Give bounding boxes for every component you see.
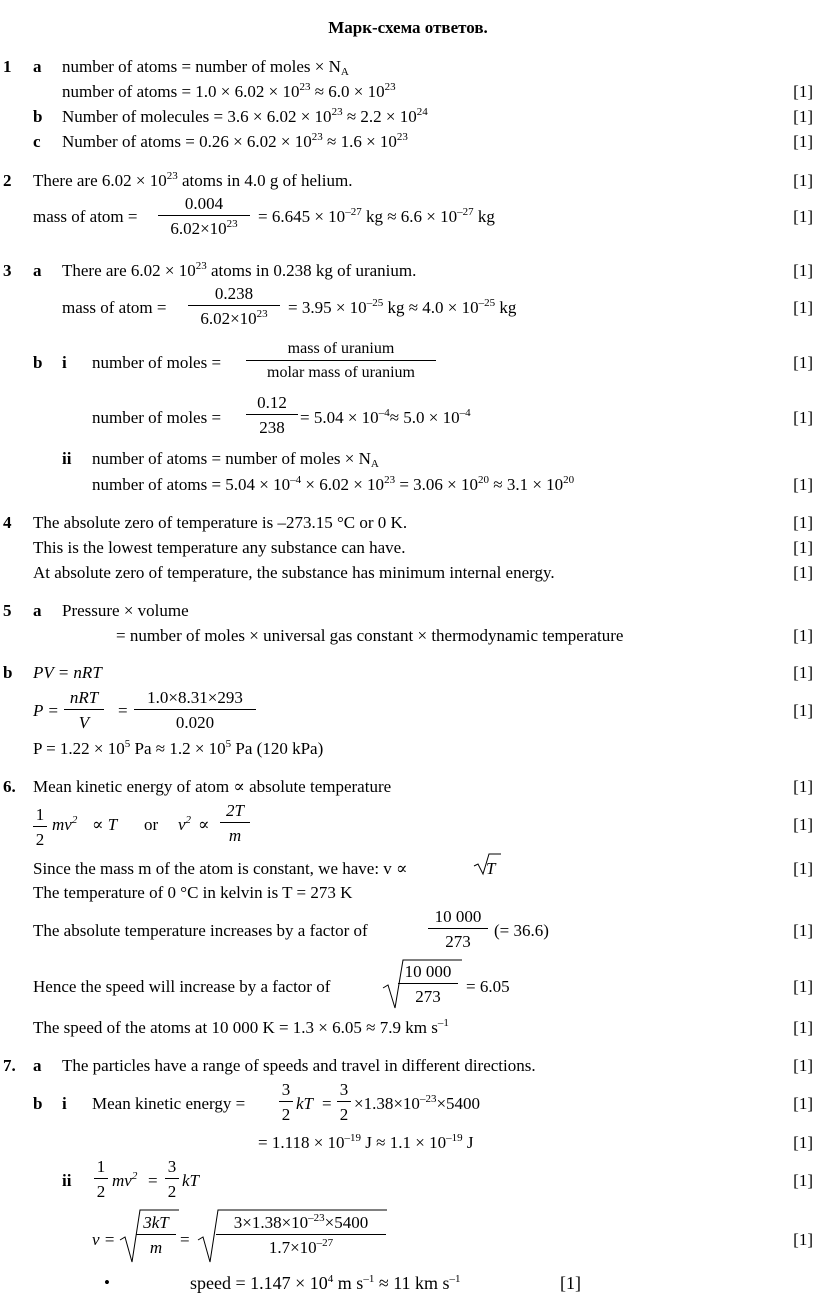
mark: [1] [793, 626, 813, 645]
part-label: b [3, 663, 13, 682]
mark: [1] [793, 1094, 813, 1113]
q1a-line2: number of atoms = $1.0 \times 6.02 \times 10^{23} \approx 6.0 \times 10^{23}$ [62, 81, 396, 101]
mark: [1] [560, 1273, 581, 1293]
q1c-line: Number of atoms = $0.26 \times 6.02 \times 10^{23} \approx 1.6 \times 10^{23}$ [62, 131, 408, 151]
question-number: 1 [3, 57, 12, 76]
q3b-moles-label: number of moles = [92, 353, 222, 372]
q7bi-kt: kT [296, 1094, 313, 1113]
q6-half: $\frac{1}{2}$ [33, 806, 47, 848]
q6-line1: Mean kinetic energy of atom ∝ absolute temperature [33, 777, 392, 796]
bullet: • [104, 1273, 110, 1292]
part-label: b [33, 107, 43, 126]
q7bi-eq: = [322, 1094, 332, 1113]
q4-line3: At absolute zero of temperature, the substance has minimum internal energy. [33, 563, 555, 582]
mark: [1] [793, 408, 813, 427]
mark: [1] [793, 1018, 813, 1037]
mark: [1] [793, 1171, 813, 1190]
q3a-line1: There are $6.02 \times 10^{23}$ atoms in 0.238 kg of uranium. [62, 260, 417, 280]
mark: [1] [793, 921, 813, 940]
q7bi-three-halves-2: $\frac{3}{2}$ [337, 1081, 351, 1123]
mark: [1] [793, 107, 813, 126]
mark: [1] [793, 777, 813, 796]
q7bi-ke-result: = $1.118 \times 10^{-19}$ $J \approx 1.1 \times 10^{-19}$ J [258, 1132, 474, 1152]
q3b-moles-fraction: mass of uranium molar mass of uranium [246, 341, 436, 381]
q7bii-three-halves: $\frac{3}{2}$ [165, 1158, 179, 1200]
q7bii-eq: = [148, 1171, 158, 1190]
q6-line5-post: (= 36.6) [494, 921, 549, 940]
mark: [1] [793, 563, 813, 582]
q2-line1: There are $6.02 \times 10^{23}$ atoms in 4.0 g of helium. [33, 170, 353, 190]
q3bii-line1: number of atoms = number of moles × $N_A$ [92, 449, 379, 470]
q1a-line1: number of atoms = number of moles × $N_A$ [62, 57, 349, 78]
q7a-line: The particles have a range of speeds and travel in different directions. [62, 1056, 536, 1075]
mark: [1] [793, 977, 813, 996]
q6-prop: ∝ [198, 815, 210, 834]
q5b-fraction1: nRT V [64, 689, 104, 731]
page-title: Марк-схема ответов. [328, 18, 488, 37]
q7bi-ke-label: Mean kinetic energy = [92, 1094, 246, 1113]
part-label: b [33, 353, 43, 372]
part-label: b [33, 1094, 43, 1113]
mark: [1] [793, 1230, 813, 1249]
q3b-moles2-fraction: $\frac{0.12}{238}$ [246, 394, 298, 436]
q2-fraction: $\frac{0.004}{6.02\times 10^{23}}$ [158, 195, 250, 237]
q3b-moles2-result: = $5.04 \times 10^{-4}\approx 5.0 \times 10^{-4}$ [300, 407, 471, 427]
q6-line6-fraction: $\frac{10 000}{273}$ [398, 963, 458, 1005]
mark: [1] [793, 513, 813, 532]
question-number: 7. [3, 1056, 16, 1075]
q7bi-ke-tail: $\times 1.38\times 10^{-23}\times 5400$ [354, 1093, 481, 1113]
q6-line7: The speed of the atoms at 10 000 K = 1.3 × 6.05 ≈ 7.9 km $s^{-1}$ [33, 1017, 449, 1037]
mark: [1] [793, 859, 813, 878]
q7bii-root1-fraction: $\frac{3kT}{m}$ [136, 1214, 176, 1256]
part-label: a [33, 601, 42, 620]
q3-fraction: $\frac{0.238}{6.02\times 10^{23}}$ [188, 285, 280, 327]
q3bii-line2: number of atoms = $5.04 \times 10^{-4} \times 6.02 \times 10^{23} = 3.06 \times 10^{20} \approx 3.1 \times 10^{20}$ [92, 474, 575, 494]
part-label: a [33, 261, 42, 280]
mark: [1] [793, 82, 813, 101]
question-number: 5 [3, 601, 12, 620]
mark: [1] [793, 701, 813, 720]
q7bii-eq2: = [180, 1230, 190, 1249]
subpart-label: i [62, 353, 67, 372]
q6-line6-post: = 6.05 [466, 977, 510, 996]
q6-prop-t: ∝ T [92, 815, 118, 834]
mark: [1] [793, 475, 813, 494]
subpart-label: ii [62, 1171, 72, 1190]
q6-line5-fraction: $\frac{10 000}{273}$ [428, 908, 488, 950]
q4-line1: The absolute zero of temperature is –273.15 °C or 0 K. [33, 513, 408, 532]
mark: [1] [793, 663, 813, 682]
q6-v2: $v^2$ [178, 814, 192, 834]
q6-or: or [144, 815, 159, 834]
q7bii-root2-fraction: $\frac{3\times 1.38\times 10^{-23}\times 5400}{1.7\times 10^{-27}}$ [216, 1214, 386, 1256]
mark: [1] [793, 353, 813, 372]
mark: [1] [793, 1133, 813, 1152]
q3b-moles2-label: number of moles = [92, 408, 222, 427]
mark: [1] [793, 1056, 813, 1075]
q3-mass-label: mass of atom = [62, 298, 167, 317]
question-number: 3 [3, 261, 12, 280]
q7bii-mv2: $mv^2$ [112, 1170, 138, 1190]
q5b-fraction2: $\frac{1.0\times 8.31\times 293}{0.020}$ [134, 689, 256, 731]
q7bii-v-eq: v = [92, 1230, 116, 1249]
q5a-line1: Pressure × volume [62, 601, 189, 620]
mark: [1] [793, 815, 813, 834]
q6-line4: The temperature of 0 °C in kelvin is T = 273 K [33, 883, 353, 902]
q6-line6: Hence the speed will increase by a factor of [33, 977, 331, 996]
q6-mv2: $mv^2$ [52, 814, 78, 834]
q7bii-kt: kT [182, 1171, 199, 1190]
q5b-result: $P = 1.22 \times 10^5$ $Pa \approx 1.2 \times 10^5$ Pa (120 kPa) [33, 738, 324, 758]
mark: [1] [793, 207, 813, 226]
q2-mass-label: mass of atom = [33, 207, 138, 226]
part-label: c [33, 132, 41, 151]
q6-line5: The absolute temperature increases by a factor of [33, 921, 368, 940]
q5b-p-eq: P = [33, 701, 59, 720]
q5a-line2: = number of moles × universal gas constant × thermodynamic temperature [116, 626, 624, 645]
q7-speed-result: speed = $1.147 \times 10^4$ m $s^{-1} \approx 11$ km $s^{-1}$ [190, 1273, 461, 1293]
q7bii-half: $\frac{1}{2}$ [94, 1158, 108, 1200]
q5b-line1: PV = nRT [33, 663, 102, 682]
subpart-label: ii [62, 449, 72, 468]
part-label: a [33, 57, 42, 76]
q4-line2: This is the lowest temperature any substance can have. [33, 538, 406, 557]
q6-line3-t: T [486, 859, 496, 878]
q3-result: = $3.95 \times 10^{-25}$ kg ≈ $4.0 \times 10^{-25}$ kg [288, 297, 517, 317]
mark: [1] [793, 171, 813, 190]
question-number: 6. [3, 777, 16, 796]
q6-line3: Since the mass m of the atom is constant, we have: v ∝ [33, 859, 408, 878]
q2-result: = $6.645 \times 10^{-27}$ kg ≈ $6.6 \times 10^{-27}$ kg [258, 206, 495, 226]
mark: [1] [793, 261, 813, 280]
question-number: 2 [3, 171, 12, 190]
mark: [1] [793, 298, 813, 317]
mark: [1] [793, 538, 813, 557]
q6-fraction: $\frac{2T}{m}$ [220, 802, 250, 844]
question-number: 4 [3, 513, 12, 532]
mark: [1] [793, 132, 813, 151]
q1b-line: Number of molecules = $3.6 \times 6.02 \times 10^{23} \approx 2.2 \times 10^{24}$ [62, 106, 428, 126]
q7bi-three-halves: $\frac{3}{2}$ [279, 1081, 293, 1123]
subpart-label: i [62, 1094, 67, 1113]
part-label: a [33, 1056, 42, 1075]
q5b-eq: = [118, 701, 128, 720]
